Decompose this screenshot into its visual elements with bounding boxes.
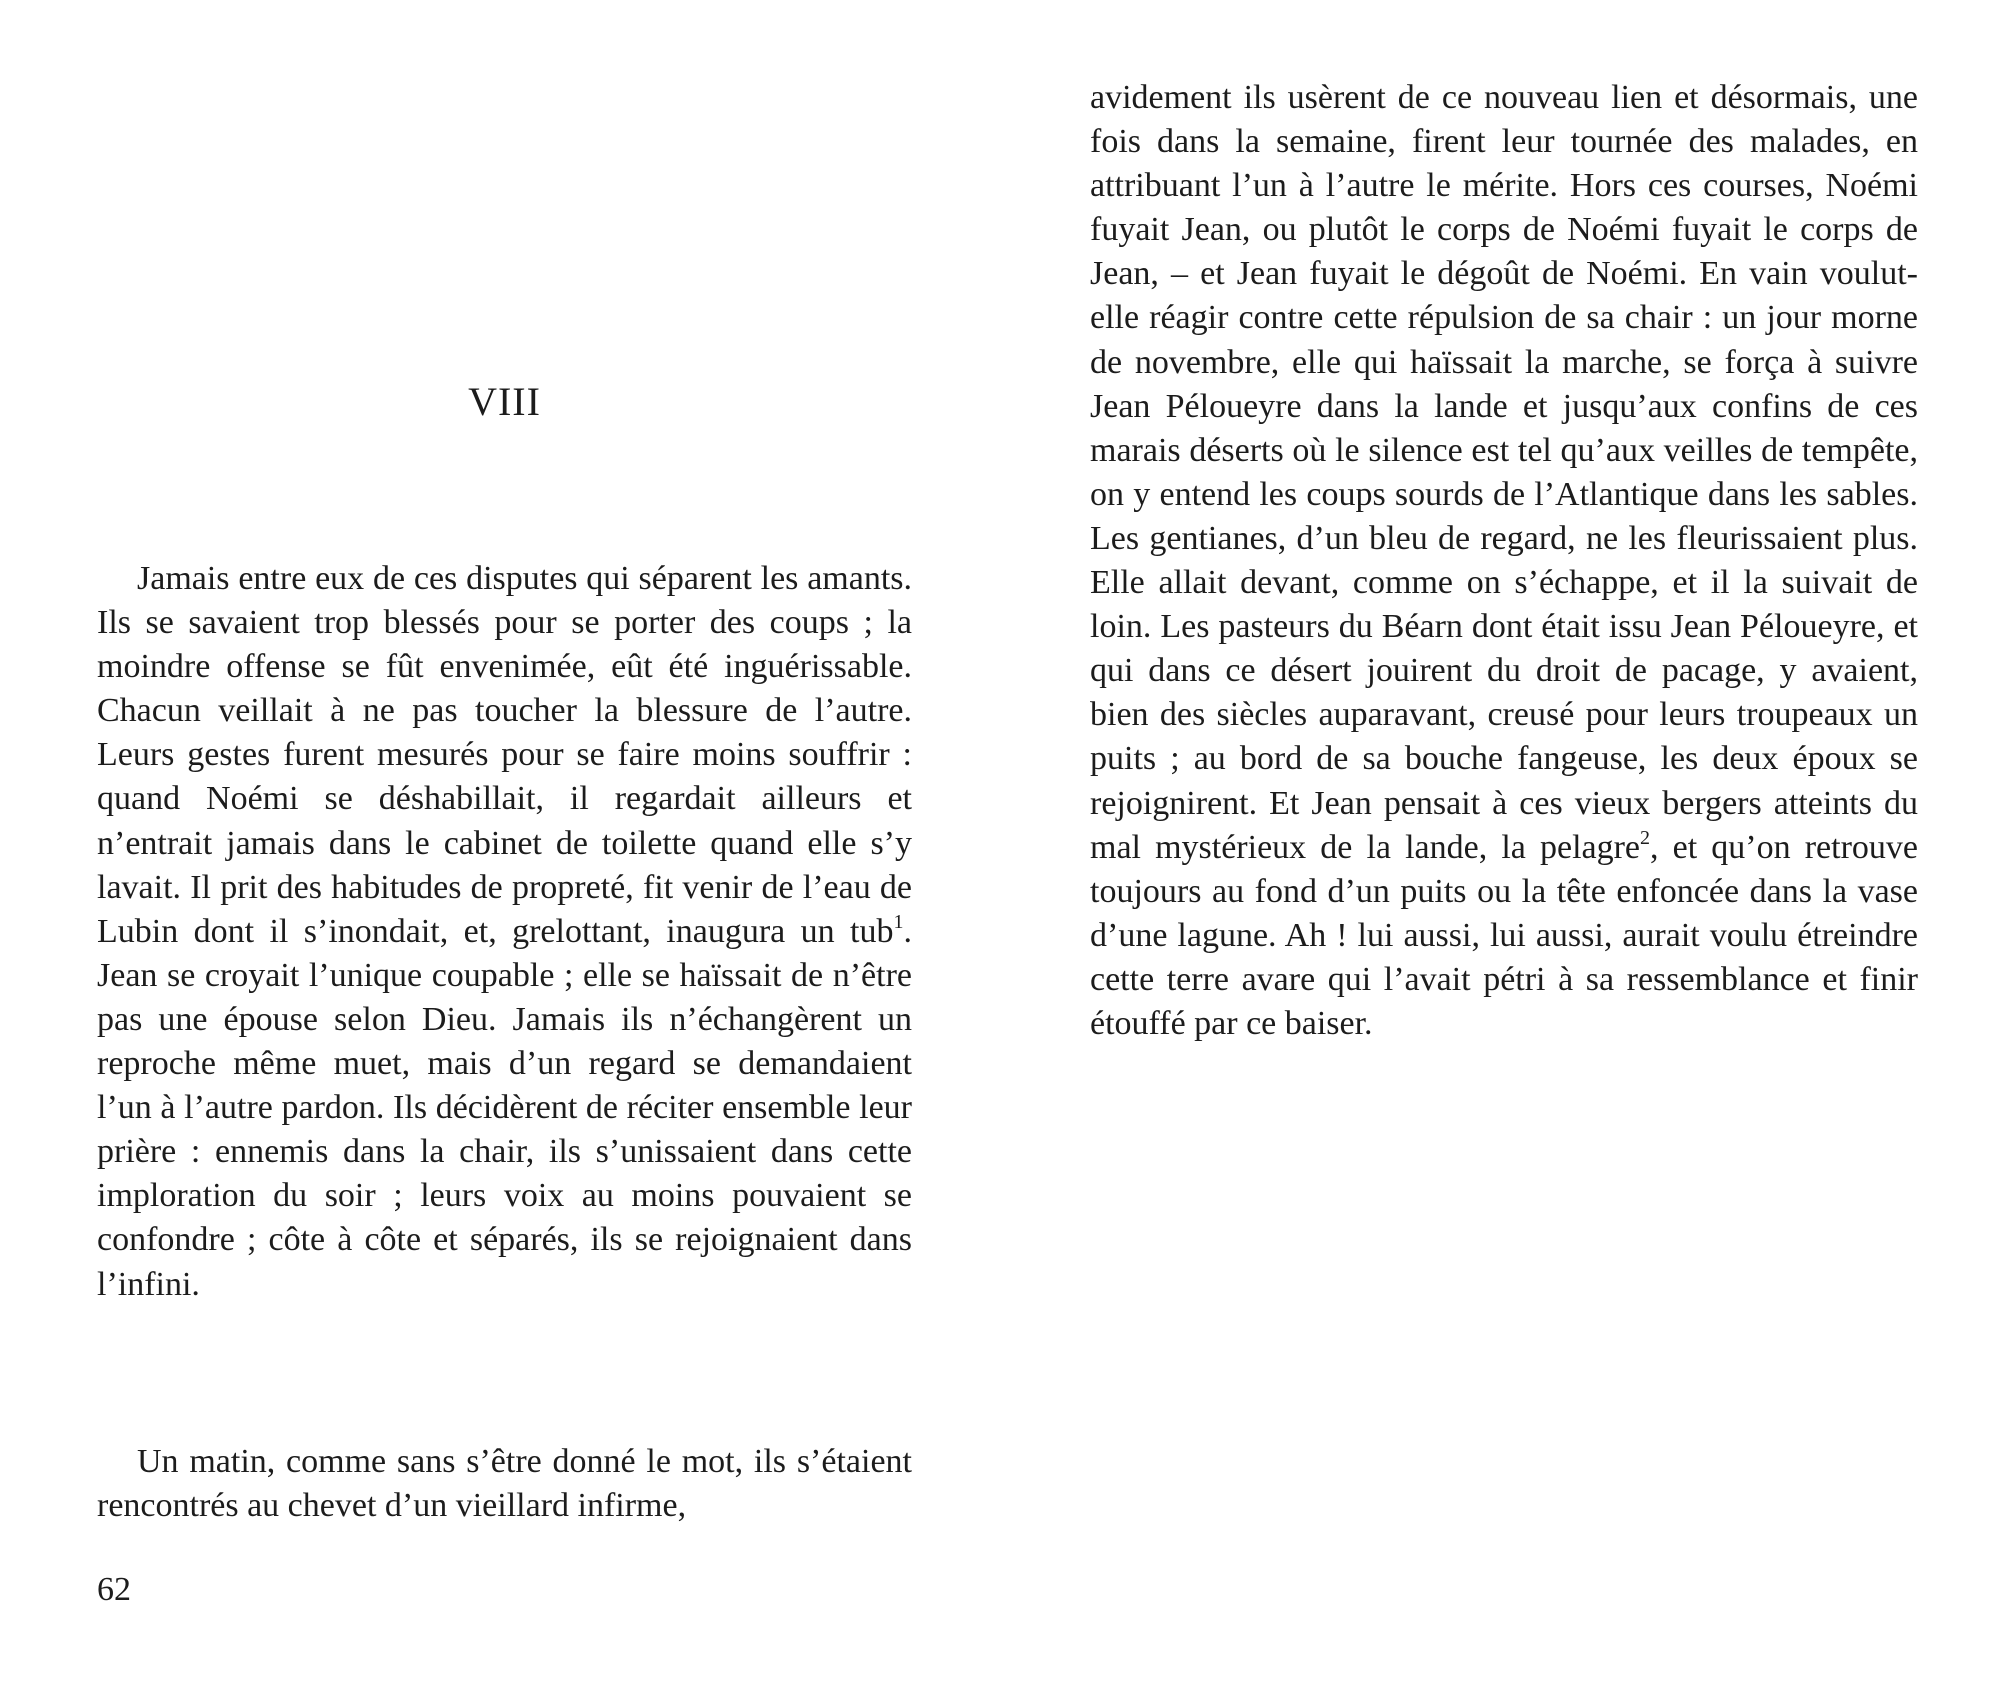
paragraph-un-matin <box>97 1440 912 1528</box>
footnote-ref-1[interactable]: 1 <box>893 910 904 933</box>
paragraph-text-content: Un matin, comme sans s’être donné le mot, ils s’étaient rencontrés au chevet d’un vieillard infirme, <box>97 1443 912 1525</box>
paragraph-text-part2: , et qu’on retrouve toujours au fond d’un puits ou la tête enfoncée dans la vase d’une lagune. Ah ! lui aussi, lui aussi, aurait voulu étreindre cette terre avare qui l’avait pétri à sa ressemblance et finir étouffé par ce baiser. <box>1090 828 1918 1042</box>
paragraph-text-part1: Jamais entre eux de ces disputes qui séparent les amants. Ils se savaient trop blessés pour se porter des coups ; la moindre offense se fût envenimée, eût été inguérissable. Chacun veillait à ne pas toucher la blessure de l’autre. Leurs gestes furent mesurés pour se faire moins souffrir : quand Noémi se déshabillait, il regardait ailleurs et n’entrait jamais dans le cabinet de toilette quand elle s’y lavait. Il prit des habitudes de propreté, fit venir de l’eau de Lubin dont il s’inondait, et, grelottant, inaugura un tub <box>97 560 912 950</box>
paragraph-text <box>1090 76 1918 1046</box>
paragraph-text <box>97 557 912 1307</box>
paragraph-text-part2: . Jean se croyait l’unique coupable ; elle se haïssait de n’être pas une épouse selon Dieu. Jamais ils n’échangèrent un reproche même muet, mais d’un regard se demandaient l’un à l’autre pardon. Ils décidèrent de réciter ensemble leur prière : ennemis dans la chair, ils s’unissaient dans cette imploration du soir ; leurs voix au moins pouvaient se confondre ; côte à côte et séparés, ils se rejoignaient dans l’infini. <box>97 912 912 1303</box>
right-page <box>1000 0 2000 1686</box>
paragraph-text <box>97 1440 912 1528</box>
page-number: 62 <box>97 1571 131 1608</box>
paragraph-text-part1: avidement ils usèrent de ce nouveau lien et désormais, une fois dans la semaine, firent leur tournée des malades, en attribuant l’un à l’autre le mérite. Hors ces courses, Noémi fuyait Jean, ou plutôt le corps de Noémi fuyait le corps de Jean, – et Jean fuyait le dégoût de Noémi. En vain voulut-elle réagir contre cette répulsion de sa chair : un jour morne de novembre, elle qui haïssait la marche, se força à suivre Jean Péloueyre dans la lande et jusqu’aux confins de ces marais déserts où le silence est tel qu’aux veilles de tempête, on y entend les coups sourds de l’Atlantique dans les sables. Les gentianes, d’un bleu de regard, ne les fleurissaient plus. Elle allait devant, comme on s’échappe, et il la suivait de loin. Les pasteurs du Béarn dont était issu Jean Péloueyre, et qui dans ce désert jouirent du droit de pacage, y avaient, bien des siècles auparavant, creusé pour leurs troupeaux un puits ; au bord de sa bouche fangeuse, les deux époux se rejoignirent. Et Jean pensait à ces vieux bergers atteints du mal mystérieux de la lande, la pelagre <box>1090 79 1918 866</box>
paragraph-avidement <box>1090 76 1918 1046</box>
chapter-title: VIII <box>468 379 541 424</box>
footnote-ref-2[interactable]: 2 <box>1640 826 1651 849</box>
paragraph-jamais <box>97 557 912 1307</box>
